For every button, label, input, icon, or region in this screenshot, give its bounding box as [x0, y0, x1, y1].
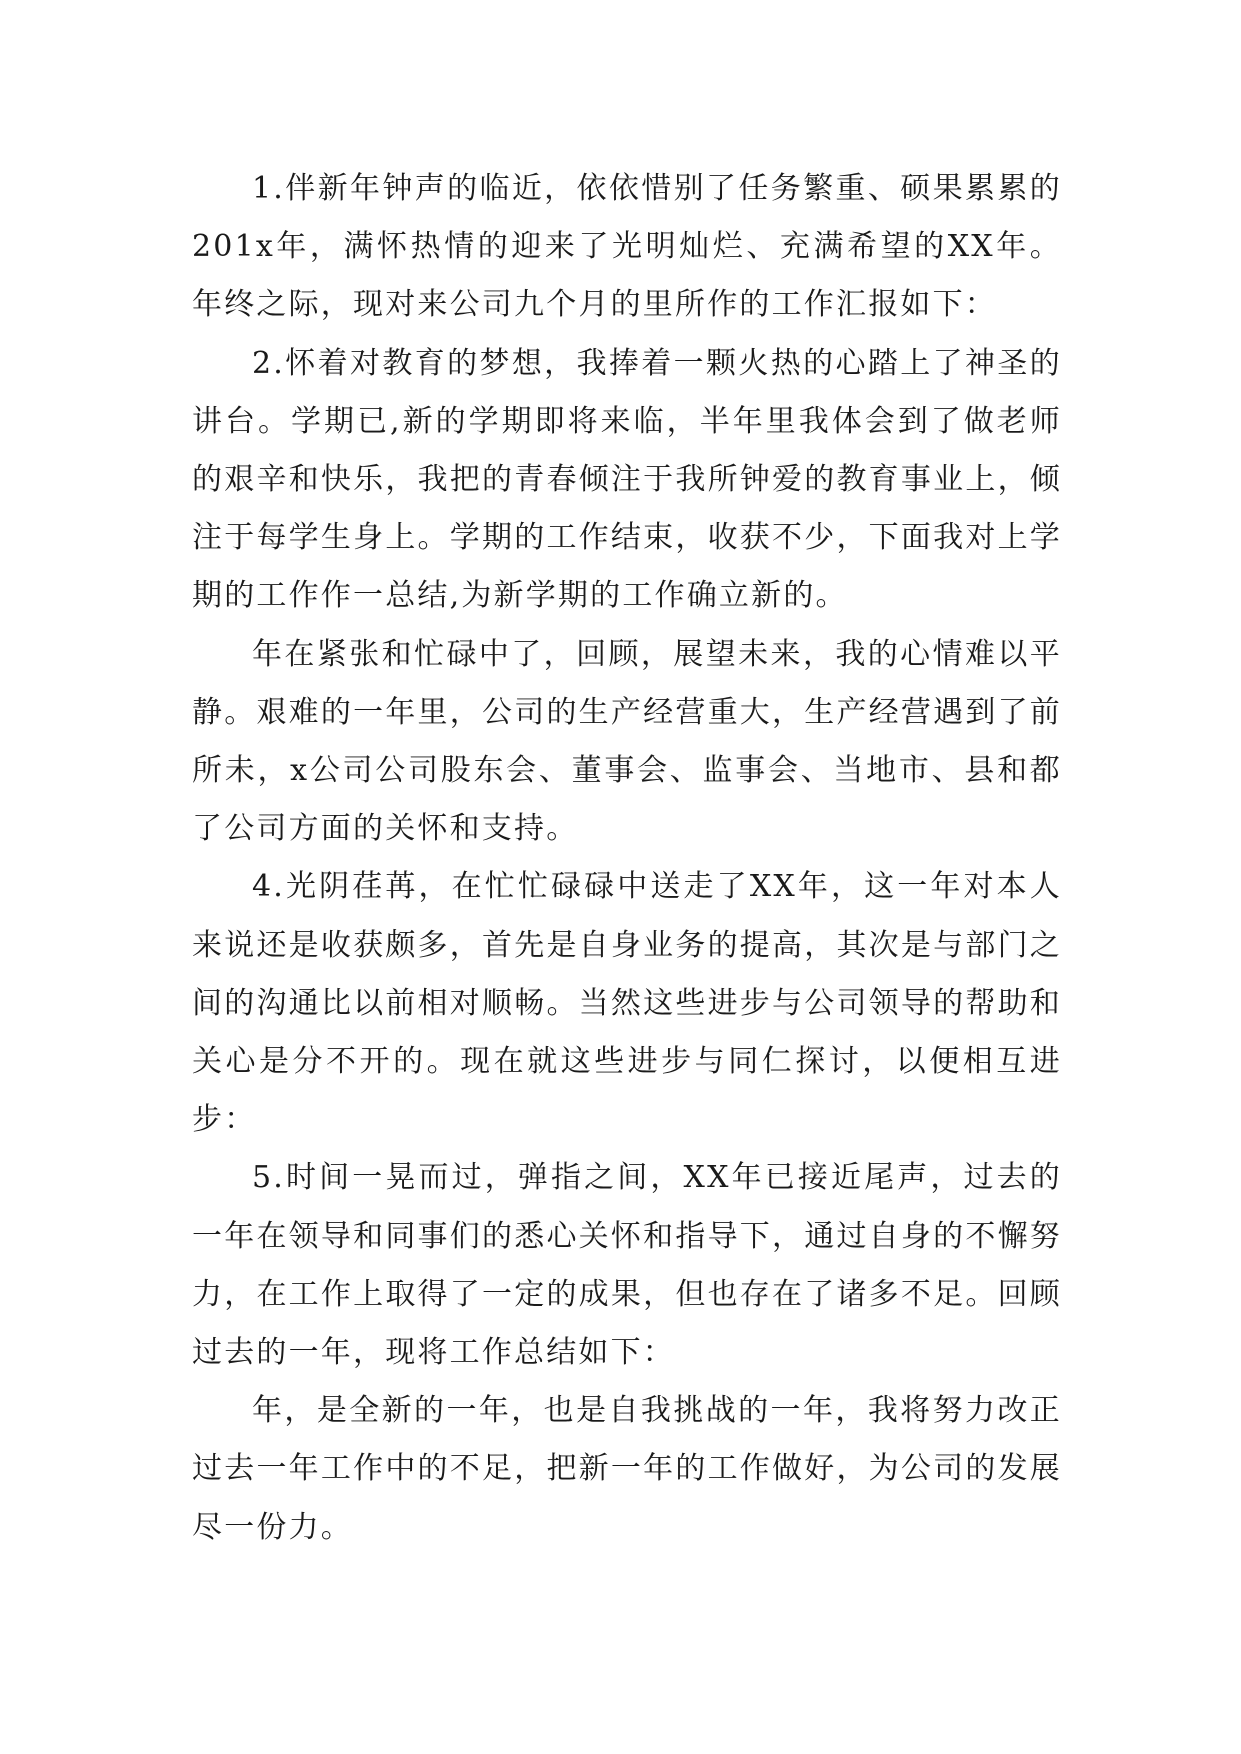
document-body [192, 160, 1062, 1557]
paragraph-5: 5.时间一晃而过，弹指之间，XX年已接近尾声，过去的一年在领导和同事们的悉心关怀和指导下，通过自身的不懈努力，在工作上取得了一定的成果，但也存在了诸多不足。回顾过去的一年，现将工作总结如下： [192, 1160, 1062, 1371]
paragraph-2: 2.怀着对教育的梦想，我捧着一颗火热的心踏上了神圣的讲台。学期已,新的学期即将来临，半年里我体会到了做老师的艰辛和快乐，我把的青春倾注于我所钟爱的教育事业上，倾注于每学生身上。学期的工作结束，收获不少，下面我对上学期的工作作一总结,为新学期的工作确立新的。 [192, 345, 1062, 614]
paragraph-1: 1.伴新年钟声的临近，依依惜别了任务繁重、硕果累累的201x年，满怀热情的迎来了光明灿烂、充满希望的XX年。年终之际，现对来公司九个月的里所作的工作汇报如下： [192, 171, 1062, 323]
paragraph-4: 4.光阴荏苒，在忙忙碌碌中送走了XX年，这一年对本人来说还是收获颇多，首先是自身业务的提高，其次是与部门之间的沟通比以前相对顺畅。当然这些进步与公司领导的帮助和关心是分不开的。现在就这些进步与同仁探讨，以便相互进步： [192, 869, 1062, 1138]
paragraph-3: 年在紧张和忙碌中了，回顾，展望未来，我的心情难以平静。艰难的一年里，公司的生产经营重大，生产经营遇到了前所未，x公司公司股东会、董事会、监事会、当地市、县和都了公司方面的关怀和支持。 [192, 636, 1062, 847]
paragraph-6: 年，是全新的一年，也是自我挑战的一年，我将努力改正过去一年工作中的不足，把新一年的工作做好，为公司的发展尽一份力。 [192, 1393, 1062, 1545]
